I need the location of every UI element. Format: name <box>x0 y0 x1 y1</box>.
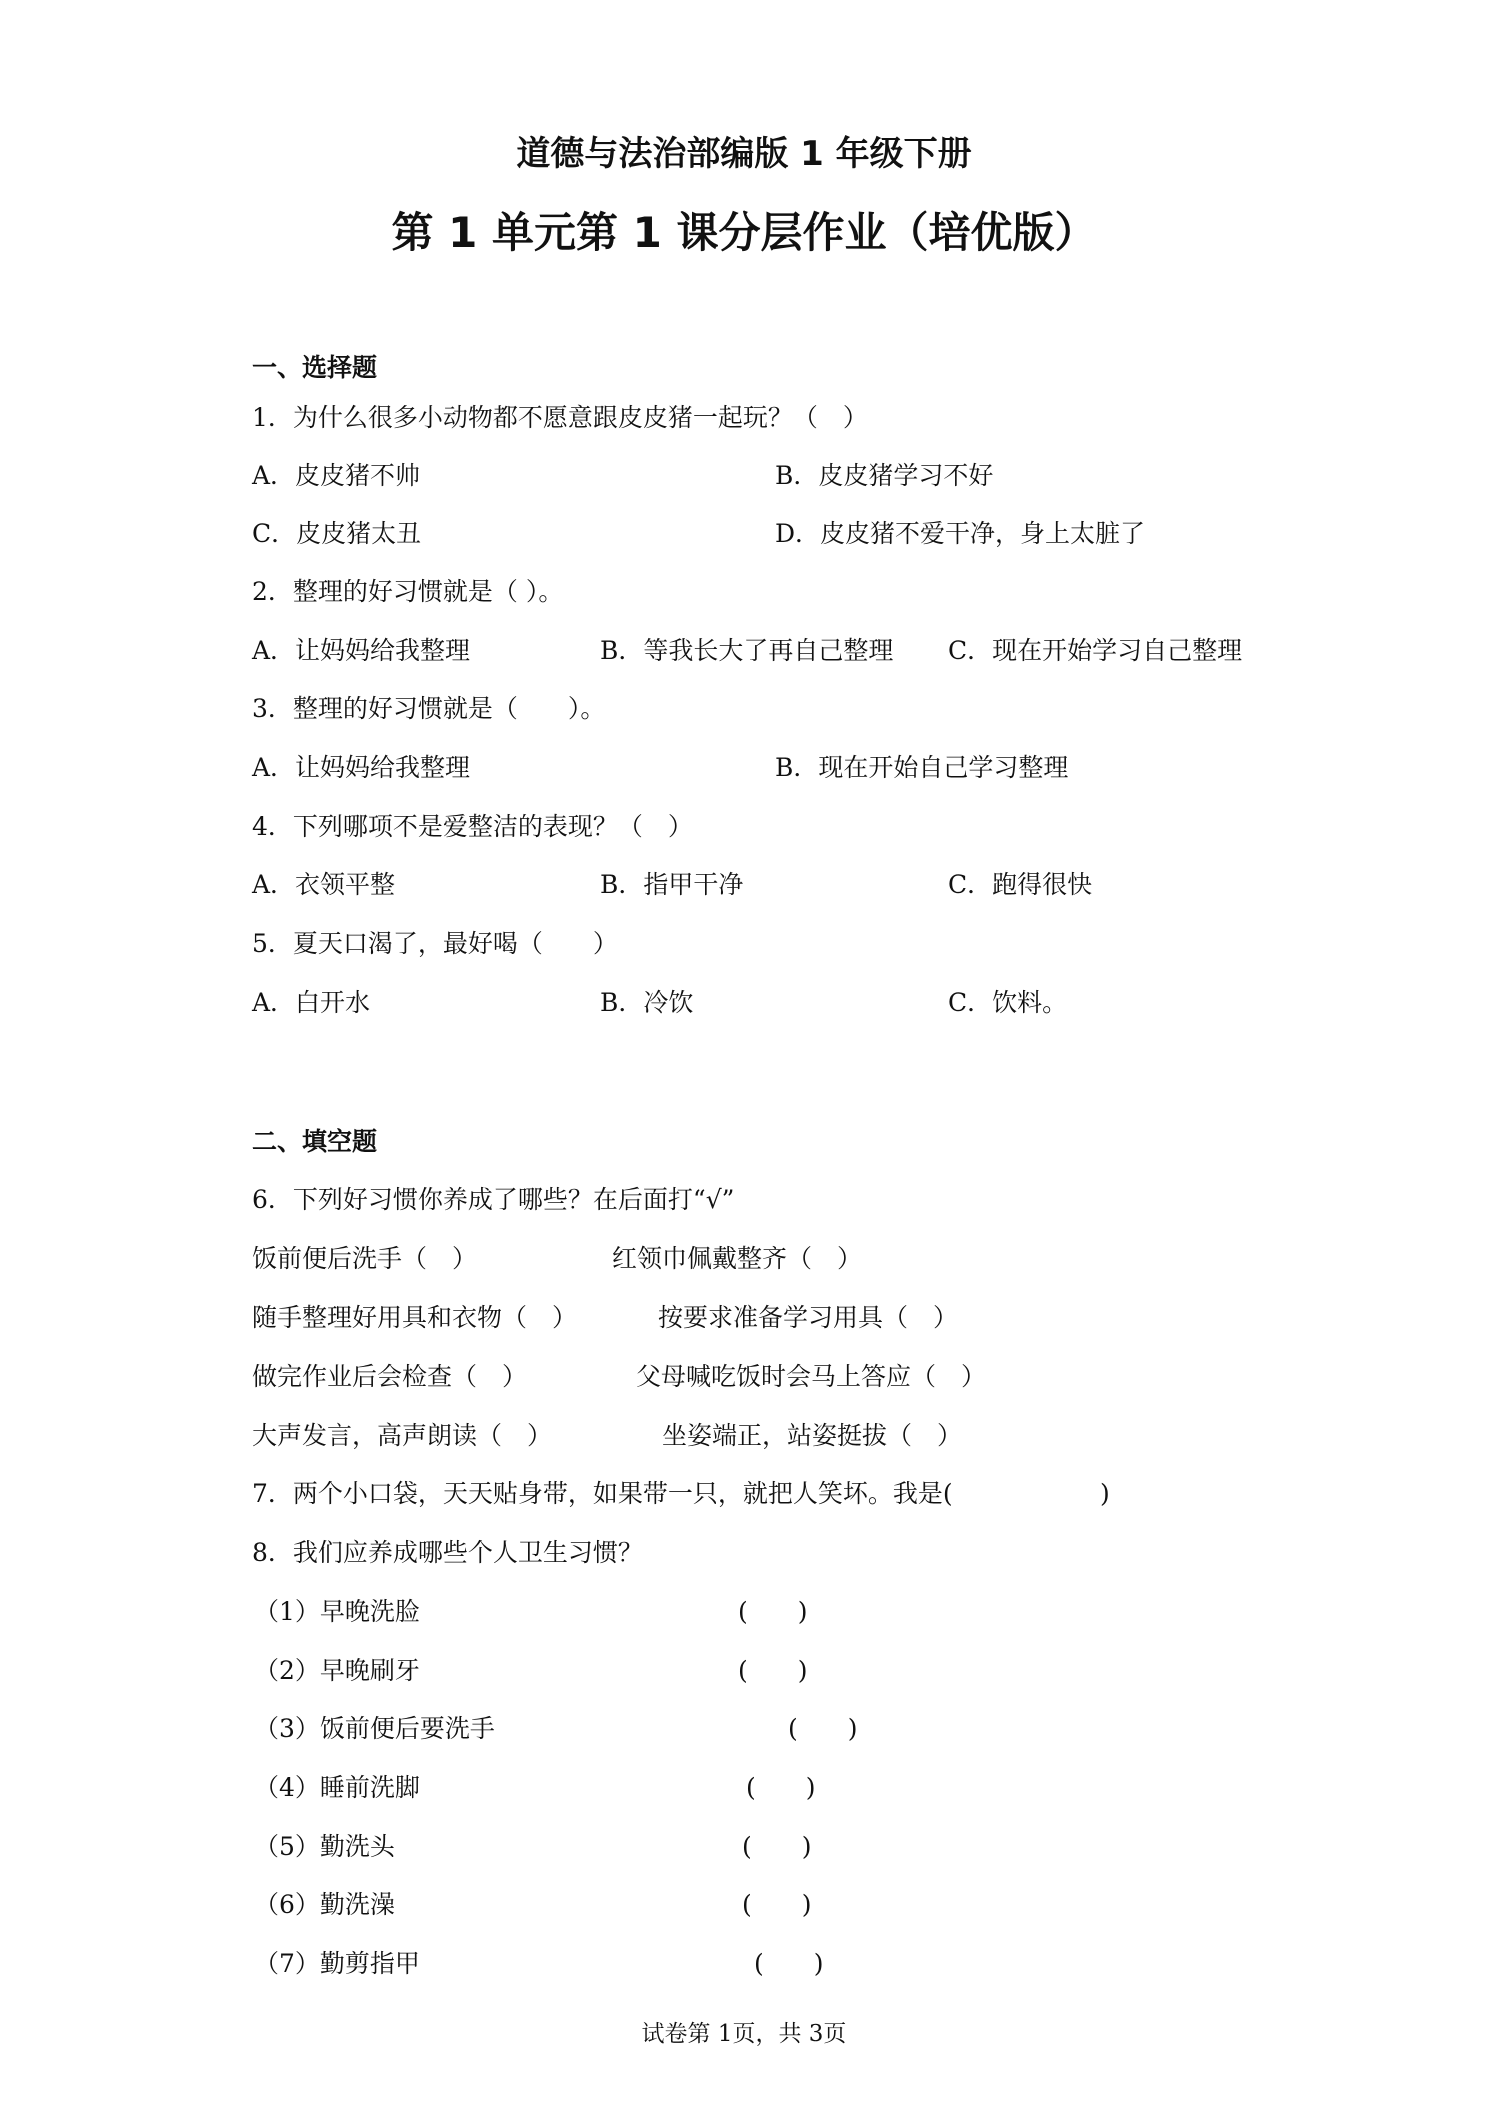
habit-item-right: 父母喊吃饭时会马上答应（ ） <box>636 1362 987 1391</box>
hygiene-item-label: （6）勤洗澡 <box>254 1890 395 1919</box>
question-5-option-a: A．白开水 <box>252 988 371 1017</box>
hygiene-item-label: （2）早晚刷牙 <box>254 1656 420 1685</box>
question-2-option-a: A．让妈妈给我整理 <box>252 636 471 665</box>
hygiene-item-blank: ( ) <box>738 1597 808 1626</box>
section-heading-choice: 一、选择题 <box>252 353 378 382</box>
question-1-option-b: B．皮皮猪学习不好 <box>775 461 994 490</box>
question-3-option-a: A．让妈妈给我整理 <box>252 753 471 782</box>
habit-item-right: 坐姿端正，站姿挺拔（ ） <box>662 1421 963 1450</box>
hygiene-item-label: （4）睡前洗脚 <box>254 1773 420 1802</box>
question-2-option-c: C．现在开始学习自己整理 <box>948 636 1243 665</box>
habit-item-right: 按要求准备学习用具（ ） <box>658 1303 959 1332</box>
hygiene-item-blank: ( ) <box>746 1773 816 1802</box>
hygiene-item-blank: ( ) <box>754 1949 824 1978</box>
question-7-blank-close: ) <box>1100 1479 1110 1508</box>
question-1-option-d: D．皮皮猪不爱干净，身上太脏了 <box>775 519 1146 548</box>
hygiene-item-label: （5）勤洗头 <box>254 1832 395 1861</box>
page-subtitle: 第 1 单元第 1 课分层作业（培优版） <box>391 208 1097 257</box>
hygiene-item-label: （1）早晚洗脸 <box>254 1597 420 1626</box>
question-1-stem: 1．为什么很多小动物都不愿意跟皮皮猪一起玩？（ ） <box>252 403 868 432</box>
question-4-option-c: C．跑得很快 <box>948 870 1093 899</box>
question-4-option-a: A．衣领平整 <box>252 870 396 899</box>
question-5-stem: 5．夏天口渴了，最好喝（ ） <box>252 929 618 958</box>
hygiene-item-blank: ( ) <box>742 1890 812 1919</box>
question-4-stem: 4．下列哪项不是爱整洁的表现？（ ） <box>252 812 693 841</box>
question-3-option-b: B．现在开始自己学习整理 <box>775 753 1069 782</box>
hygiene-item-label: （3）饭前便后要洗手 <box>254 1714 495 1743</box>
habit-item-left: 做完作业后会检查（ ） <box>252 1362 528 1391</box>
page-number: 试卷第 1页，共 3页 <box>641 2021 847 2047</box>
habit-item-left: 大声发言，高声朗读（ ） <box>252 1421 553 1450</box>
question-2-stem: 2．整理的好习惯就是（ ）。 <box>252 577 564 606</box>
question-6-stem: 6．下列好习惯你养成了哪些？在后面打“√” <box>252 1185 735 1214</box>
hygiene-item-blank: ( ) <box>738 1656 808 1685</box>
question-5-option-b: B．冷饮 <box>600 988 694 1017</box>
question-4-option-b: B．指甲干净 <box>600 870 744 899</box>
hygiene-item-blank: ( ) <box>788 1714 858 1743</box>
habit-item-right: 红领巾佩戴整齐（ ） <box>612 1244 863 1273</box>
habit-item-left: 饭前便后洗手（ ） <box>252 1244 478 1273</box>
question-7-stem: 7．两个小口袋，天天贴身带，如果带一只，就把人笑坏。我是( <box>252 1479 953 1508</box>
question-1-option-c: C．皮皮猪太丑 <box>252 519 422 548</box>
hygiene-item-blank: ( ) <box>742 1832 812 1861</box>
question-5-option-c: C．饮料。 <box>948 988 1068 1017</box>
question-8-stem: 8．我们应养成哪些个人卫生习惯？ <box>252 1538 643 1567</box>
habit-item-left: 随手整理好用具和衣物（ ） <box>252 1303 578 1332</box>
section-heading-fill: 二、填空题 <box>252 1127 378 1156</box>
hygiene-item-label: （7）勤剪指甲 <box>254 1949 420 1978</box>
question-2-option-b: B．等我长大了再自己整理 <box>600 636 894 665</box>
page-title: 道德与法治部编版 1 年级下册 <box>516 134 972 174</box>
question-3-stem: 3．整理的好习惯就是（ ）。 <box>252 694 606 723</box>
question-1-option-a: A．皮皮猪不帅 <box>252 461 421 490</box>
